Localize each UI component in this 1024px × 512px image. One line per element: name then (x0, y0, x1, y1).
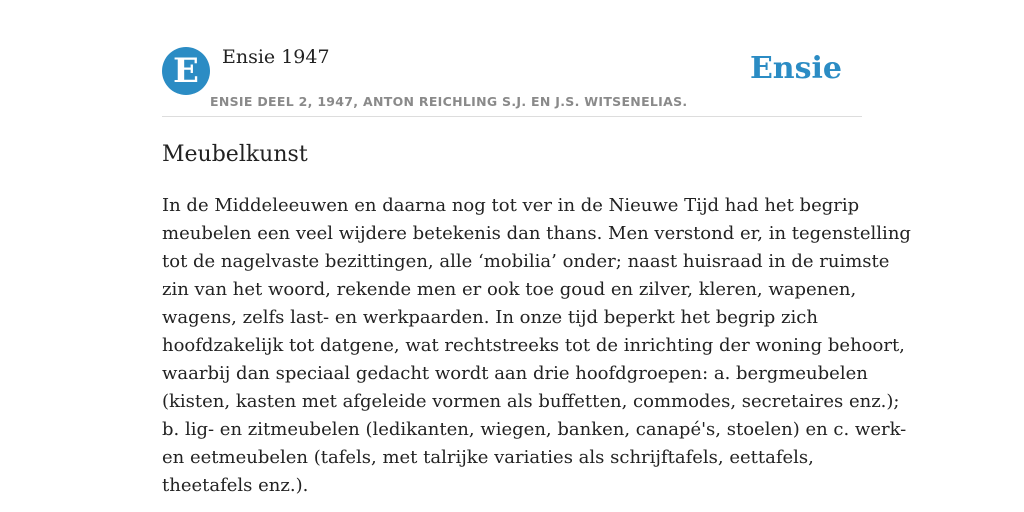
article-line: In de Middeleeuwen en daarna nog tot ver in de Nieuwe Tijd had het begrip (162, 195, 860, 216)
source-attribution: ENSIE DEEL 2, 1947, ANTON REICHLING S.J. EN J.S. WITSENELIAS. (210, 94, 688, 109)
article-body (162, 192, 911, 500)
article-line: en eetmeubelen (tafels, met talrijke variaties als schrijftafels, eettafels, (162, 447, 814, 468)
article-title: Meubelkunst (162, 142, 308, 167)
article-line: b. lig- en zitmeubelen (ledikanten, wiegen, banken, canapé's, stoelen) en c. werk- (162, 419, 907, 440)
article-line: tot de nagelvaste bezittingen, alle ‘mobilia’ onder; naast huisraad in de ruimste (162, 251, 890, 272)
brand-logo[interactable]: Ensie (749, 51, 842, 86)
article-line: waarbij dan speciaal gedacht wordt aan drie hoofdgroepen: a. bergmeubelen (162, 363, 868, 384)
site-header (162, 44, 862, 117)
article-line: zin van het woord, rekende men er ook toe goud en zilver, kleren, wapenen, (162, 279, 857, 300)
article-line: theetafels enz.). (162, 475, 309, 496)
article-line: (kisten, kasten met afgeleide vormen als buffetten, commodes, secretaires enz.); (162, 391, 900, 412)
ensie-logo-icon[interactable]: E (162, 47, 210, 95)
article-line: wagens, zelfs last- en werkpaarden. In onze tijd beperkt het begrip zich (162, 307, 818, 328)
site-name[interactable]: Ensie 1947 (222, 46, 330, 68)
article-line: hoofdzakelijk tot datgene, wat rechtstreeks tot de inrichting der woning behoort, (162, 335, 905, 356)
article-line: meubelen een veel wijdere betekenis dan thans. Men verstond er, in tegenstelling (162, 223, 911, 244)
